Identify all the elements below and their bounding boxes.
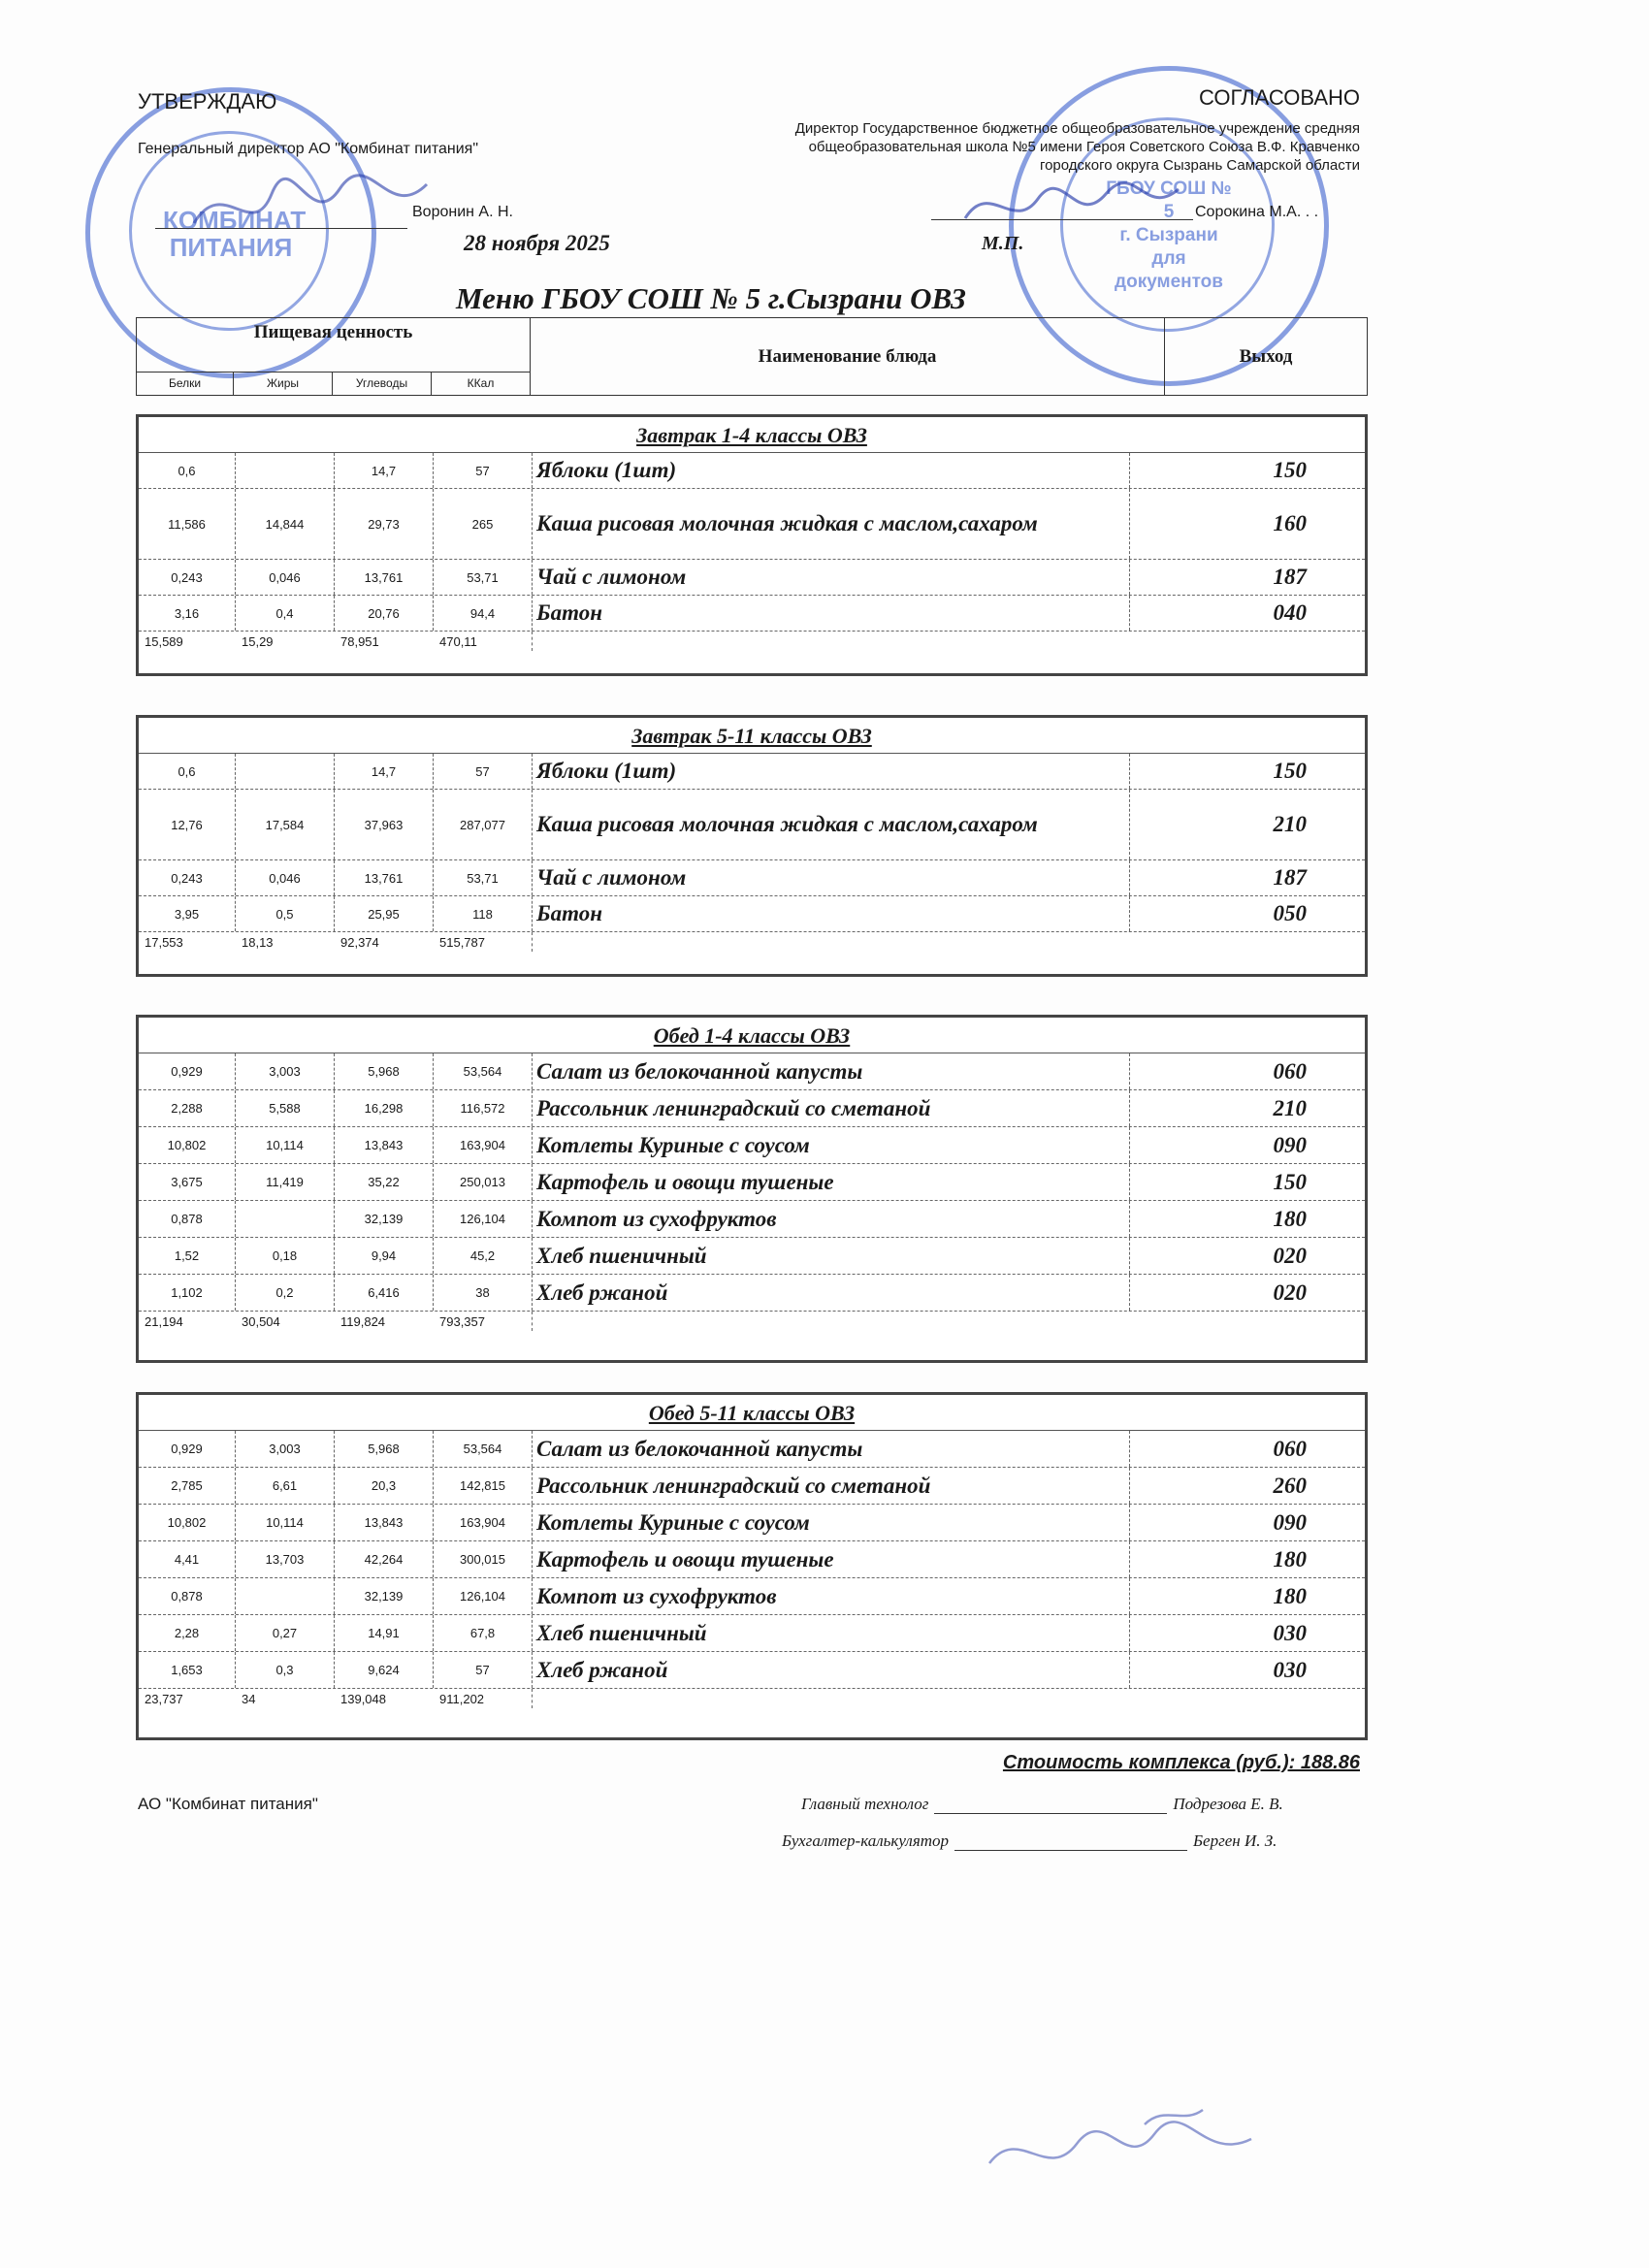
dish-yield: 187: [1273, 865, 1307, 890]
agree-signature-line: [931, 219, 1193, 220]
dish-name: Салат из белокочанной капусты: [533, 1431, 1130, 1467]
proteins-cell: 0,878: [139, 1201, 236, 1237]
total-fats: 30,504: [242, 1313, 280, 1329]
dish-name: Котлеты Куриные с соусом: [533, 1505, 1130, 1540]
total-kcal: 470,11: [434, 632, 533, 651]
left-stamp-text: КОМБИНАТ ПИТАНИЯ: [163, 206, 307, 262]
section-total-row: [139, 1689, 1365, 1708]
menu-row: [139, 1090, 1365, 1127]
proteins-cell: 0,929: [139, 1053, 236, 1089]
kcal-cell: 300,015: [434, 1541, 533, 1577]
section-title: Завтрак 5-11 классы ОВЗ: [139, 718, 1365, 754]
menu-row: [139, 896, 1365, 932]
proteins-cell: 11,586: [139, 489, 236, 559]
menu-row: [139, 1578, 1365, 1615]
director-signature: [184, 165, 436, 252]
dish-name: Картофель и овощи тушеные: [533, 1541, 1130, 1577]
kcal-cell: 126,104: [434, 1578, 533, 1614]
carbs-cell: 13,761: [335, 860, 434, 895]
carbs-cell: 35,22: [335, 1164, 434, 1200]
agree-position-line-3: городского округа Сызрань Самарской области: [1039, 157, 1360, 174]
carbs-cell: 14,7: [335, 754, 434, 789]
kcal-cell: 53,71: [434, 860, 533, 895]
carbs-cell: 6,416: [335, 1275, 434, 1311]
kcal-cell: 53,564: [434, 1431, 533, 1467]
fats-cell: 6,61: [236, 1468, 335, 1504]
proteins-cell: 0,878: [139, 1578, 236, 1614]
section-title: Обед 5-11 классы ОВЗ: [139, 1395, 1365, 1431]
dish-header: Наименование блюда: [531, 318, 1165, 395]
dish-name: Чай с лимоном: [533, 560, 1130, 595]
accountant-signature-line: [954, 1834, 1187, 1851]
dish-yield: 060: [1273, 1436, 1307, 1461]
section-total-row: [139, 1312, 1365, 1331]
fats-cell: [236, 754, 335, 789]
agree-name: Сорокина М.А. . .: [1195, 204, 1319, 220]
agree-label: СОГЛАСОВАНО: [1199, 85, 1360, 110]
dish-name: Чай с лимоном: [533, 860, 1130, 895]
menu-row: [139, 1615, 1365, 1652]
fats-cell: 13,703: [236, 1541, 335, 1577]
section-total-row: [139, 932, 1365, 952]
menu-row: [139, 1238, 1365, 1275]
menu-row: [139, 596, 1365, 632]
menu-row: [139, 1505, 1365, 1541]
proteins-cell: 3,16: [139, 596, 236, 631]
complex-cost: Стоимость комплекса (руб.): 188.86: [1002, 1752, 1360, 1773]
kcal-cell: 265: [434, 489, 533, 559]
proteins-cell: 2,288: [139, 1090, 236, 1126]
footer-company: АО "Комбинат питания": [138, 1795, 318, 1813]
proteins-cell: 1,653: [139, 1652, 236, 1688]
proteins-cell: 1,102: [139, 1275, 236, 1311]
approve-name: Воронин А. Н.: [412, 204, 513, 220]
kcal-cell: 163,904: [434, 1127, 533, 1163]
dish-yield: 020: [1273, 1243, 1307, 1268]
proteins-cell: 10,802: [139, 1127, 236, 1163]
proteins-cell: 0,6: [139, 754, 236, 789]
fats-cell: [236, 1201, 335, 1237]
right-stamp-line-4: документов: [1115, 272, 1223, 292]
proteins-cell: 1,52: [139, 1238, 236, 1274]
right-stamp-line-3: для: [1151, 248, 1186, 269]
dish-name: Котлеты Куриные с соусом: [533, 1127, 1130, 1163]
menu-section: [136, 1392, 1368, 1740]
total-carbs: 139,048: [340, 1691, 386, 1706]
fats-cell: 14,844: [236, 489, 335, 559]
total-proteins: 17,553: [145, 934, 183, 950]
menu-row: [139, 1541, 1365, 1578]
proteins-cell: 12,76: [139, 790, 236, 859]
kcal-cell: 45,2: [434, 1238, 533, 1274]
menu-row: [139, 1468, 1365, 1505]
dish-yield: 210: [1273, 1095, 1307, 1120]
carbs-cell: 29,73: [335, 489, 434, 559]
dish-yield: 150: [1273, 759, 1307, 783]
dish-yield: 150: [1273, 458, 1307, 482]
dish-yield: 090: [1273, 1509, 1307, 1535]
menu-row: [139, 1275, 1365, 1312]
carbs-cell: 32,139: [335, 1201, 434, 1237]
menu-row: [139, 1053, 1365, 1090]
fats-cell: 0,18: [236, 1238, 335, 1274]
proteins-cell: 3,675: [139, 1164, 236, 1200]
fats-cell: 0,4: [236, 596, 335, 631]
menu-section: [136, 1015, 1368, 1363]
proteins-cell: 2,28: [139, 1615, 236, 1651]
total-carbs: 119,824: [340, 1313, 386, 1329]
menu-section: [136, 414, 1368, 676]
total-proteins: 21,194: [145, 1313, 183, 1329]
proteins-cell: 0,929: [139, 1431, 236, 1467]
approval-date: 28 ноября 2025: [464, 231, 610, 255]
menu-section: [136, 715, 1368, 977]
approve-position: Генеральный директор АО "Комбинат питания": [138, 141, 479, 157]
menu-row: [139, 790, 1365, 860]
kcal-cell: 250,013: [434, 1164, 533, 1200]
menu-row: [139, 1652, 1365, 1689]
carbs-cell: 25,95: [335, 896, 434, 931]
dish-yield: 090: [1273, 1132, 1307, 1157]
total-proteins: 23,737: [145, 1691, 183, 1706]
total-fats: 34: [242, 1691, 256, 1706]
dish-name: Хлеб пшеничный: [533, 1238, 1130, 1274]
kcal-cell: 53,71: [434, 560, 533, 595]
fats-cell: 5,588: [236, 1090, 335, 1126]
kcal-header: ККал: [432, 373, 531, 395]
fats-cell: 10,114: [236, 1505, 335, 1540]
kcal-cell: 163,904: [434, 1505, 533, 1540]
dish-name: Салат из белокочанной капусты: [533, 1053, 1130, 1089]
dish-name: Хлеб ржаной: [533, 1652, 1130, 1688]
carbs-cell: 20,76: [335, 596, 434, 631]
kcal-cell: 57: [434, 1652, 533, 1688]
total-fats: 15,29: [242, 633, 274, 649]
dish-name: Батон: [533, 596, 1130, 631]
right-stamp-line-2: г. Сызрани: [1119, 225, 1218, 245]
tech-label: Главный технолог: [801, 1795, 929, 1813]
tech-name: Подрезова Е. В.: [1173, 1795, 1283, 1813]
total-kcal: 515,787: [434, 932, 533, 952]
proteins-cell: 4,41: [139, 1541, 236, 1577]
dish-yield: 180: [1273, 1546, 1307, 1571]
fats-header: Жиры: [234, 373, 333, 395]
carbs-cell: 42,264: [335, 1541, 434, 1577]
carbs-cell: 37,963: [335, 790, 434, 859]
dish-yield: 050: [1273, 901, 1307, 925]
kcal-cell: 118: [434, 896, 533, 931]
dish-name: Яблоки (1шт): [533, 453, 1130, 488]
proteins-cell: 0,6: [139, 453, 236, 488]
menu-row: [139, 754, 1365, 790]
fats-cell: [236, 1578, 335, 1614]
dish-yield: 040: [1273, 600, 1307, 625]
accountant-name: Берген И. З.: [1193, 1831, 1277, 1850]
dish-yield: 060: [1273, 1058, 1307, 1084]
section-title: Обед 1-4 классы ОВЗ: [139, 1018, 1365, 1053]
stamp-place-label: М.П.: [982, 233, 1024, 254]
dish-yield: 150: [1273, 1169, 1307, 1194]
total-kcal: 793,357: [434, 1312, 533, 1331]
fats-cell: 0,27: [236, 1615, 335, 1651]
total-carbs: 78,951: [340, 633, 379, 649]
kcal-cell: 94,4: [434, 596, 533, 631]
carbs-cell: 32,139: [335, 1578, 434, 1614]
section-total-row: [139, 632, 1365, 651]
kcal-cell: 126,104: [434, 1201, 533, 1237]
proteins-cell: 0,243: [139, 860, 236, 895]
carbs-cell: 14,91: [335, 1615, 434, 1651]
dish-yield: 210: [1273, 812, 1307, 836]
dish-yield: 030: [1273, 1620, 1307, 1645]
page-title: Меню ГБОУ СОШ № 5 г.Сызрани ОВЗ: [456, 281, 966, 315]
kcal-cell: 57: [434, 453, 533, 488]
total-proteins: 15,589: [145, 633, 183, 649]
menu-row: [139, 1164, 1365, 1201]
fats-cell: 3,003: [236, 1053, 335, 1089]
kcal-cell: 53,564: [434, 1053, 533, 1089]
fats-cell: 10,114: [236, 1127, 335, 1163]
dish-name: Каша рисовая молочная жидкая с маслом,сахаром: [533, 489, 1130, 559]
menu-row: [139, 860, 1365, 896]
approve-label: УТВЕРЖДАЮ: [138, 89, 277, 113]
dish-name: Компот из сухофруктов: [533, 1201, 1130, 1237]
menu-row: [139, 489, 1365, 560]
fats-cell: 0,046: [236, 560, 335, 595]
dish-name: Яблоки (1шт): [533, 754, 1130, 789]
carbs-cell: 16,298: [335, 1090, 434, 1126]
proteins-cell: 2,785: [139, 1468, 236, 1504]
dish-name: Компот из сухофруктов: [533, 1578, 1130, 1614]
agree-position-line-1: Директор Государственное бюджетное общеобразовательное учреждение средняя: [794, 120, 1360, 137]
dish-yield: 260: [1273, 1473, 1307, 1498]
dish-yield: 180: [1273, 1583, 1307, 1608]
tech-signature-line: [934, 1798, 1167, 1814]
yield-header: Выход: [1239, 346, 1293, 367]
dish-yield: 020: [1273, 1280, 1307, 1305]
fats-cell: 0,3: [236, 1652, 335, 1688]
fats-cell: 0,5: [236, 896, 335, 931]
dish-name: Хлеб пшеничный: [533, 1615, 1130, 1651]
accountant-signature: [970, 2095, 1261, 2192]
fats-cell: 0,046: [236, 860, 335, 895]
fats-cell: 17,584: [236, 790, 335, 859]
kcal-cell: 38: [434, 1275, 533, 1311]
accountant-label: Бухгалтер-калькулятор: [782, 1831, 950, 1850]
proteins-cell: 10,802: [139, 1505, 236, 1540]
kcal-cell: 67,8: [434, 1615, 533, 1651]
proteins-cell: 3,95: [139, 896, 236, 931]
menu-row: [139, 560, 1365, 596]
carbs-cell: 13,761: [335, 560, 434, 595]
menu-row: [139, 1127, 1365, 1164]
agree-position-line-2: общеобразовательная школа №5 имени Героя Советского Союза В.Ф. Кравченко: [808, 139, 1360, 155]
carbs-cell: 9,94: [335, 1238, 434, 1274]
carbs-cell: 13,843: [335, 1505, 434, 1540]
proteins-header: Белки: [137, 373, 234, 395]
proteins-cell: 0,243: [139, 560, 236, 595]
nutrition-header: Пищевая ценность: [137, 318, 531, 373]
carbs-cell: 5,968: [335, 1431, 434, 1467]
total-fats: 18,13: [242, 934, 274, 950]
carbs-cell: 5,968: [335, 1053, 434, 1089]
carbs-header: Углеводы: [333, 373, 432, 395]
fats-cell: 3,003: [236, 1431, 335, 1467]
carbs-cell: 9,624: [335, 1652, 434, 1688]
kcal-cell: 116,572: [434, 1090, 533, 1126]
menu-row: [139, 453, 1365, 489]
kcal-cell: 287,077: [434, 790, 533, 859]
fats-cell: [236, 453, 335, 488]
total-carbs: 92,374: [340, 934, 379, 950]
dish-name: Картофель и овощи тушеные: [533, 1164, 1130, 1200]
right-stamp-line-1: ГБОУ СОШ № 5: [1106, 178, 1232, 222]
carbs-cell: 13,843: [335, 1127, 434, 1163]
menu-row: [139, 1431, 1365, 1468]
fats-cell: 11,419: [236, 1164, 335, 1200]
section-title: Завтрак 1-4 классы ОВЗ: [139, 417, 1365, 453]
dish-yield: 187: [1273, 565, 1307, 589]
total-kcal: 911,202: [434, 1689, 533, 1708]
dish-yield: 180: [1273, 1206, 1307, 1231]
dish-name: Батон: [533, 896, 1130, 931]
dish-name: Рассольник ленинградский со сметаной: [533, 1468, 1130, 1504]
column-header: [136, 317, 1368, 396]
menu-row: [139, 1201, 1365, 1238]
dish-name: Каша рисовая молочная жидкая с маслом,сахаром: [533, 790, 1130, 859]
dish-name: Хлеб ржаной: [533, 1275, 1130, 1311]
kcal-cell: 57: [434, 754, 533, 789]
approve-signature-line: [155, 228, 407, 229]
dish-name: Рассольник ленинградский со сметаной: [533, 1090, 1130, 1126]
dish-yield: 030: [1273, 1657, 1307, 1682]
carbs-cell: 14,7: [335, 453, 434, 488]
fats-cell: 0,2: [236, 1275, 335, 1311]
carbs-cell: 20,3: [335, 1468, 434, 1504]
kcal-cell: 142,815: [434, 1468, 533, 1504]
dish-yield: 160: [1273, 511, 1307, 535]
